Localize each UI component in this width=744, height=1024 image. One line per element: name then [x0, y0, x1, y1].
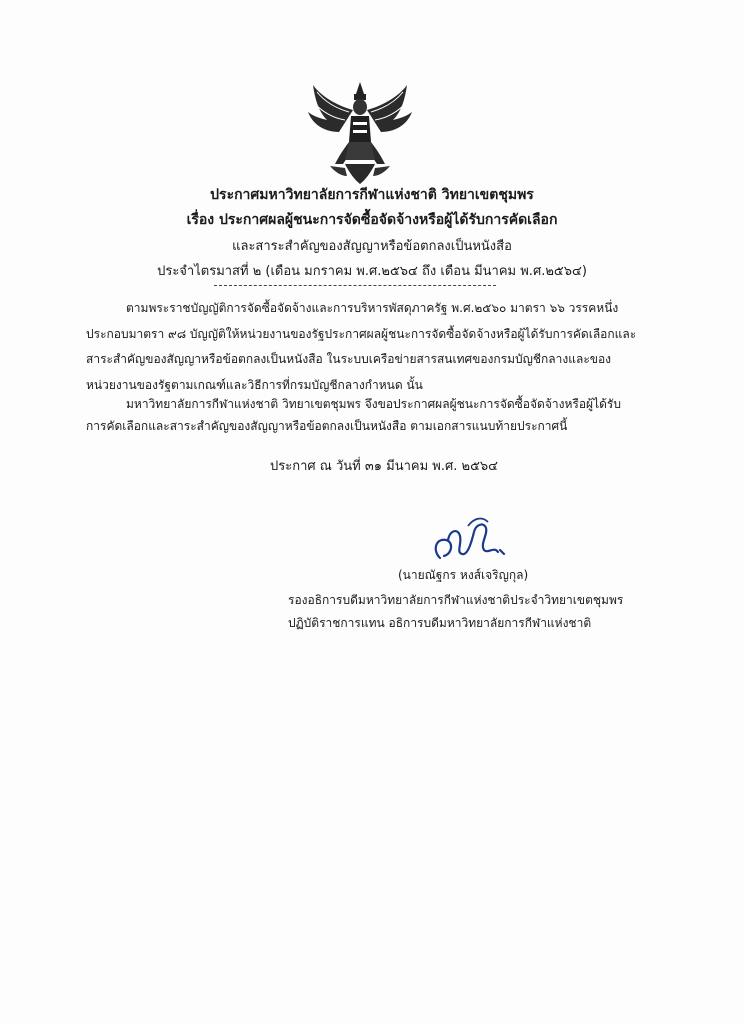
announcement-subject-line2: และสาระสำคัญของสัญญาหรือข้อตกลงเป็นหนังสือ: [232, 239, 512, 254]
announcement-period: ประจำไตรมาสที่ ๒ (เดือน มกราคม พ.ศ.๒๕๖๔ ถึง เดือน มีนาคม พ.ศ.๒๕๖๔): [157, 264, 587, 279]
announcement-title: ประกาศมหาวิทยาลัยการกีฬาแห่งชาติ วิทยาเขตชุมพร: [210, 187, 534, 203]
paragraph-2-line: การคัดเลือกและสาระสำคัญของสัญญาหรือข้อตกลงเป็นหนังสือ ตามเอกสารแนบท้ายประกาศนี้: [86, 419, 568, 433]
divider: [214, 285, 496, 286]
signatory-position: รองอธิการบดีมหาวิทยาลัยการกีฬาแห่งชาติประจำวิทยาเขตชุมพร: [288, 593, 624, 607]
signature-mark: [428, 510, 518, 570]
announcement-subject: เรื่อง ประกาศผลผู้ชนะการจัดซื้อจัดจ้างหรือผู้ได้รับการคัดเลือก: [186, 212, 558, 228]
garuda-emblem-icon: [305, 80, 415, 186]
paragraph-2-line: มหาวิทยาลัยการกีฬาแห่งชาติ วิทยาเขตชุมพร จึงขอประกาศผลผู้ชนะการจัดซื้อจัดจ้างหรือผู้ได้รับ: [126, 397, 621, 411]
paragraph-1-line: ประกอบมาตรา ๙๘ บัญญัติให้หน่วยงานของรัฐประกาศผลผู้ชนะการจัดซื้อจัดจ้างหรือผู้ได้รับการคัดเลือกและ: [86, 327, 637, 341]
paragraph-1-line: หน่วยงานของรัฐตามเกณฑ์และวิธีการที่กรมบัญชีกลางกำหนด นั้น: [86, 378, 423, 392]
announce-date: ประกาศ ณ วันที่ ๓๑ มีนาคม พ.ศ. ๒๕๖๔: [270, 459, 498, 474]
signatory-name: (นายณัฐกร หงส์เจริญกุล): [398, 568, 529, 582]
paragraph-1-line: ตามพระราชบัญญัติการจัดซื้อจัดจ้างและการบริหารพัสดุภาครัฐ พ.ศ.๒๕๖๐ มาตรา ๖๖ วรรคหนึ่ง: [126, 301, 619, 315]
paragraph-1-line: สาระสำคัญของสัญญาหรือข้อตกลงเป็นหนังสือ ในระบบเครือข่ายสารสนเทศของกรมบัญชีกลางและของ: [86, 352, 612, 366]
signatory-acting-for: ปฏิบัติราชการแทน อธิการบดีมหาวิทยาลัยการกีฬาแห่งชาติ: [288, 616, 592, 630]
